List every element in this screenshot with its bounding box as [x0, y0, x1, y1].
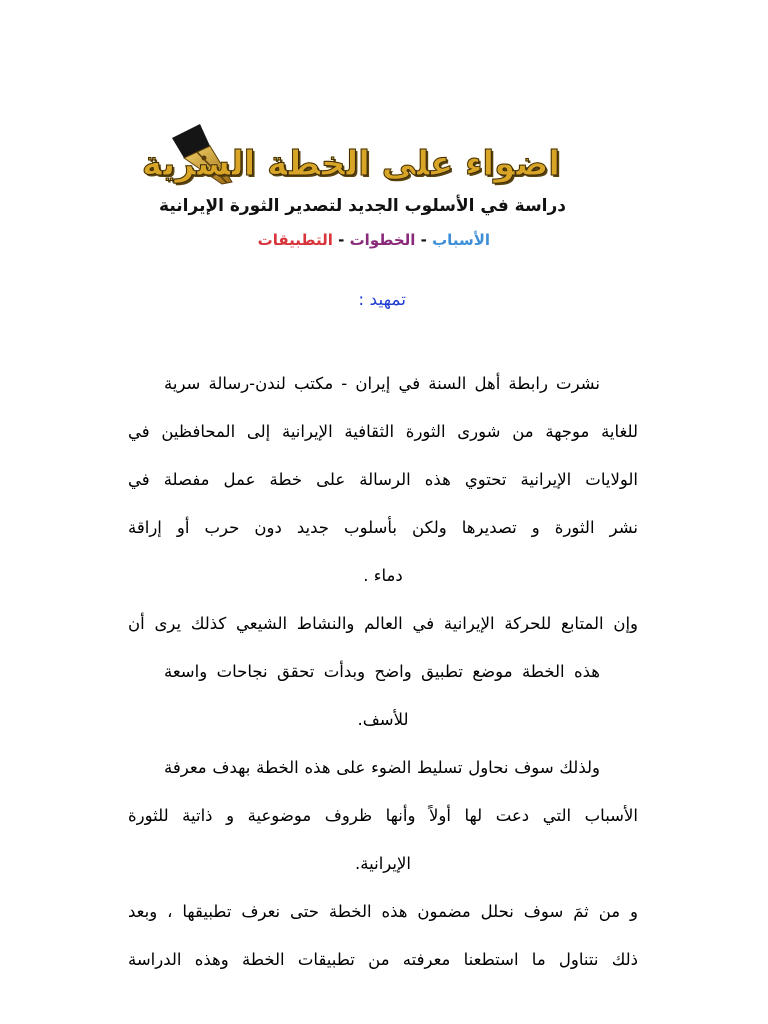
text-line: ذلك نتناول ما استطعنا معرفته من تطبيقات الخطة وهذه الدراسة — [128, 950, 638, 969]
tag-separator: - — [415, 231, 433, 249]
text-line: نشرت رابطة أهل السنة في إيران - مكتب لندن-رسالة سرية — [164, 374, 600, 393]
main-title: اضواء على الخطة السرية — [141, 144, 560, 184]
tag-separator: - — [332, 231, 350, 249]
text-line: للغاية موجهة من شورى الثورة الثقافية الإيرانية إلى المحافظين في — [128, 422, 638, 441]
intro-heading: تمهيد : — [358, 290, 406, 310]
subtitle: دراسة في الأسلوب الجديد لتصدير الثورة الإيرانية — [159, 196, 566, 216]
body-text — [128, 360, 638, 984]
text-line: و من ثمَ سوف نحلل مضمون هذه الخطة حتى نعرف تطبيقها ، وبعد — [128, 902, 638, 921]
tagline — [257, 231, 490, 249]
tag-causes: الأسباب — [432, 231, 490, 249]
text-line: وإن المتابع للحركة الإيرانية في العالم والنشاط الشيعي كذلك يرى أن — [128, 614, 638, 633]
text-line: الولايات الإيرانية تحتوي هذه الرسالة على خطة عمل مفصلة في — [128, 470, 638, 489]
text-line: الأسباب التي دعت لها أولاً وأنها ظروف موضوعية و ذاتية للثورة — [128, 806, 638, 825]
text-line: نشر الثورة و تصديرها ولكن بأسلوب جديد دون حرب أو إراقة — [128, 518, 638, 537]
text-line: هذه الخطة موضع تطبيق واضح وبدأت تحقق نجاحات واسعة — [164, 662, 600, 681]
tag-steps: الخطوات — [349, 231, 416, 249]
text-line: الإيرانية. — [355, 854, 411, 873]
title-banner — [141, 112, 560, 202]
text-line: دماء . — [363, 566, 403, 585]
tag-applications: التطبيقات — [257, 231, 333, 249]
text-line: ولذلك سوف نحاول تسليط الضوء على هذه الخطة بهدف معرفة — [164, 758, 600, 777]
text-line: للأسف. — [357, 710, 409, 729]
